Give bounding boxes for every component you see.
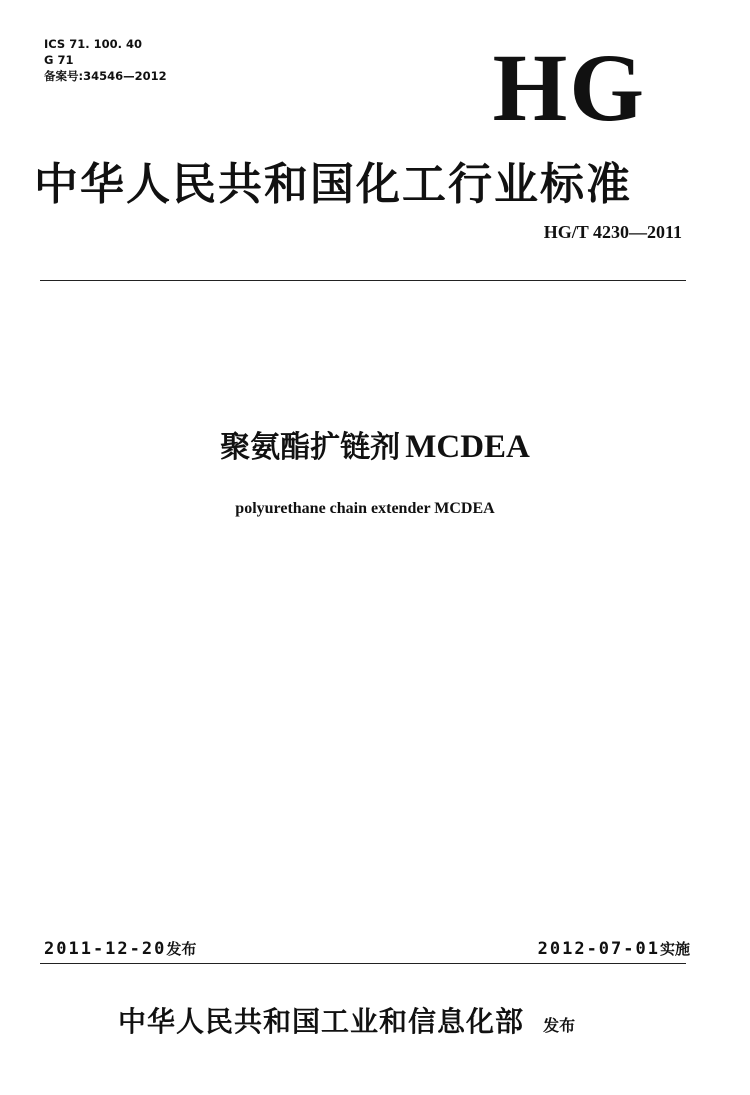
document-title-cn xyxy=(0,422,750,466)
issuer-action: 发布 xyxy=(543,1016,576,1035)
implement-date: 2012-07-01 xyxy=(537,939,660,959)
implement-date-block xyxy=(538,938,690,959)
issuer-line xyxy=(118,1000,575,1040)
bottom-divider xyxy=(40,963,686,964)
document-title-en: polyurethane chain extender MCDEA xyxy=(235,500,495,517)
hg-logo: HG xyxy=(492,34,646,141)
document-codes xyxy=(44,36,167,84)
standard-number: HG/T 4230—2011 xyxy=(543,222,682,242)
top-divider xyxy=(40,280,686,281)
issue-label: 发布 xyxy=(166,940,197,958)
issue-date: 2011-12-20 xyxy=(44,939,167,959)
title-cn-part: 聚氨酯扩链剂 xyxy=(220,430,401,465)
implement-label: 实施 xyxy=(659,940,690,958)
ics-code: ICS 71. 100. 40 xyxy=(44,37,142,51)
issuer-org: 中华人民共和国工业和信息化部 xyxy=(118,1005,525,1038)
title-en-part: MCDEA xyxy=(405,429,530,465)
ccs-code: G 71 xyxy=(44,53,74,67)
record-number: 备案号:34546—2012 xyxy=(44,69,167,83)
issue-date-block xyxy=(44,938,196,959)
standard-type: 中华人民共和国化工行业标准 xyxy=(34,159,632,210)
